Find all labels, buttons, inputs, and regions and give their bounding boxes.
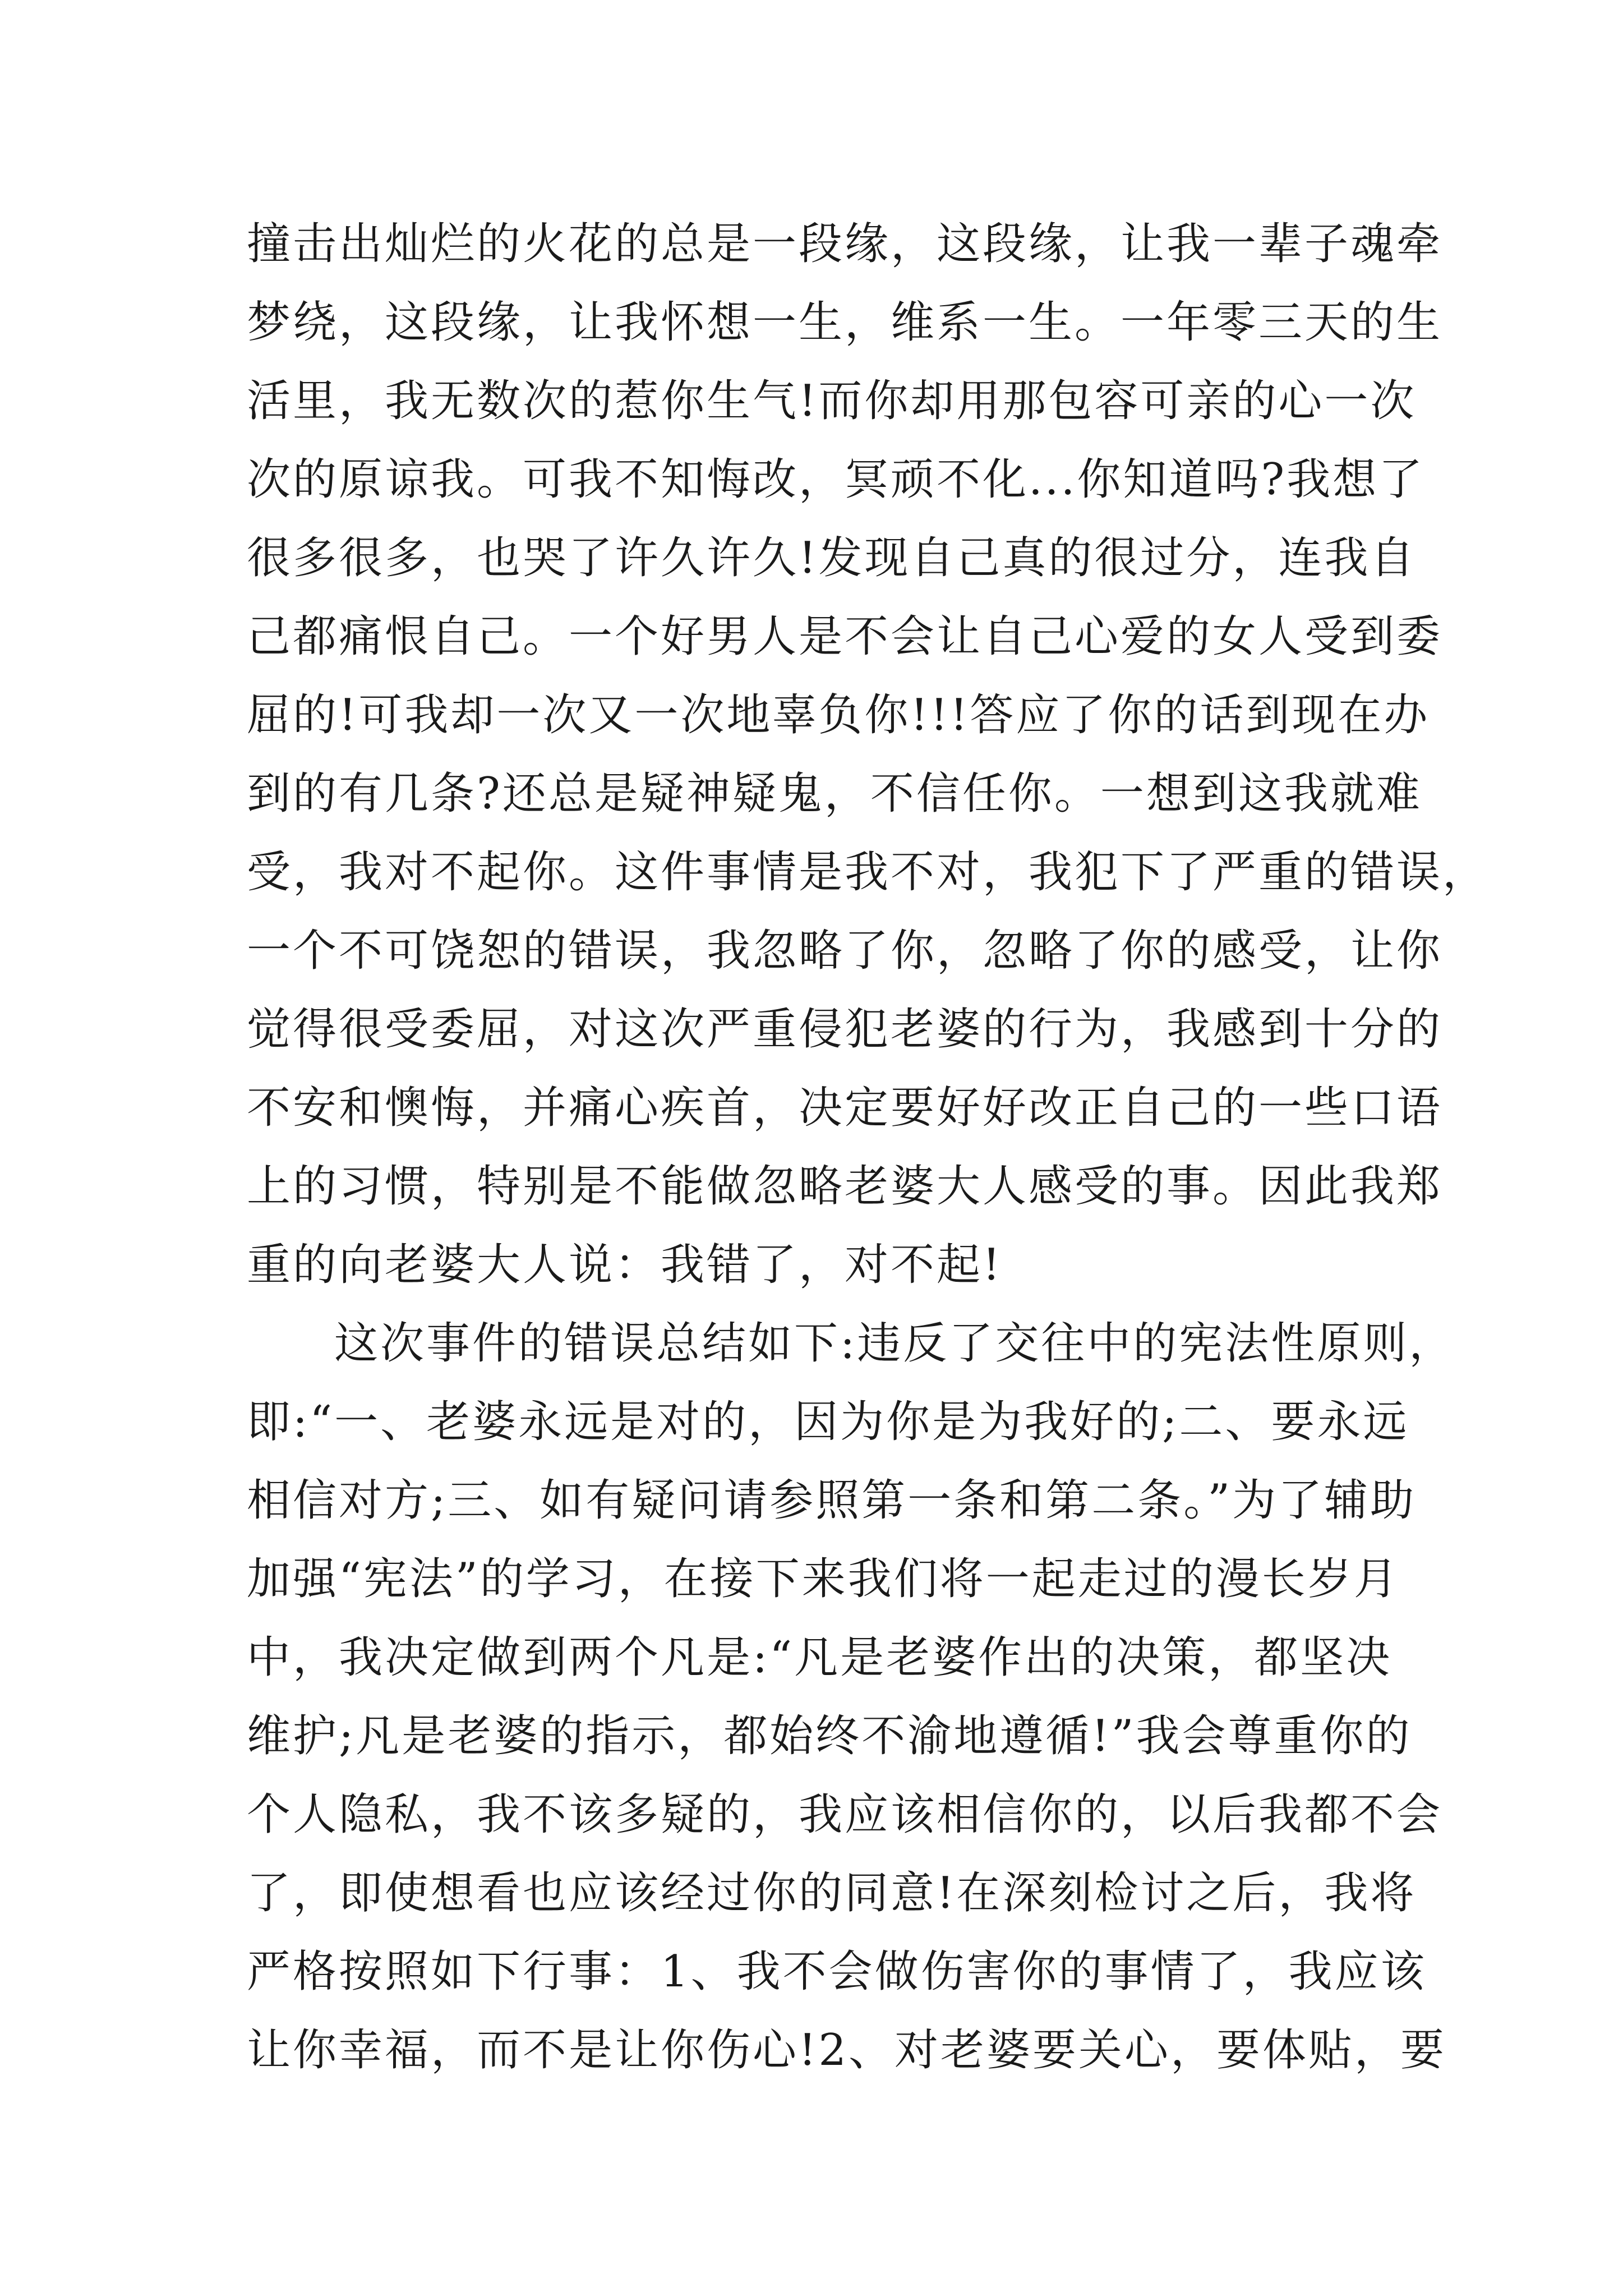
text-line: 很多很多，也哭了许久许久!发现自己真的很过分，连我自 [247,533,1417,583]
text-line: 上的习惯，特别是不能做忽略老婆大人感受的事。因此我郑 [247,1161,1443,1212]
text-line: 到的有几条?还总是疑神疑鬼，不信任你。一想到这我就难 [247,769,1422,819]
text-line: 中，我决定做到两个凡是:“凡是老婆作出的决策，都坚决 [247,1632,1393,1683]
text-line: 即:“一、老婆永远是对的，因为你是为我好的;二、要永远 [247,1397,1409,1447]
text-line: 梦绕，这段缘，让我怀想一生，维系一生。一年零三天的生 [247,297,1443,348]
text-line: 觉得很受委屈，对这次严重侵犯老婆的行为，我感到十分的 [247,1004,1443,1055]
text-line: 加强“宪法”的学习，在接下来我们将一起走过的漫长岁月 [247,1554,1400,1604]
text-line: 不安和懊悔，并痛心疾首，决定要好好改正自己的一些口语 [247,1083,1443,1133]
paragraph-start-line: 这次事件的错误总结如下:违反了交往中的宪法性原则， [334,1318,1455,1369]
text-line: 屈的!可我却一次又一次地辜负你!!!答应了你的话到现在办 [247,690,1430,740]
text-line: 次的原谅我。可我不知悔改，冥顽不化...你知道吗?我想了 [247,454,1425,505]
text-line: 受，我对不起你。这件事情是我不对，我犯下了严重的错误， [247,847,1489,898]
text-line: 严格按照如下行事：1、我不会做伤害你的事情了，我应该 [247,1947,1427,1997]
text-line: 一个不可饶恕的错误，我忽略了你，忽略了你的感受，让你 [247,926,1443,976]
text-line: 相信对方;三、如有疑问请参照第一条和第二条。”为了辅助 [247,1475,1417,1526]
text-line: 了，即使想看也应该经过你的同意!在深刻检讨之后，我将 [247,1868,1417,1918]
text-line: 撞击出灿烂的火花的总是一段缘，这段缘，让我一辈子魂牵 [247,219,1443,269]
text-line: 重的向老婆大人说：我错了，对不起! [247,1240,1003,1290]
text-line: 让你幸福，而不是让你伤心!2、对老婆要关心，要体贴，要 [247,2025,1446,2076]
body-text [247,205,1489,2090]
text-line: 活里，我无数次的惹你生气!而你却用那包容可亲的心一次 [247,376,1417,426]
text-line: 己都痛恨自己。一个好男人是不会让自己心爱的女人受到委 [247,611,1443,662]
text-line: 个人隐私，我不该多疑的，我应该相信你的，以后我都不会 [247,1789,1443,1840]
text-line: 维护;凡是老婆的指示，都始终不渝地遵循!”我会尊重你的 [247,1711,1412,1761]
